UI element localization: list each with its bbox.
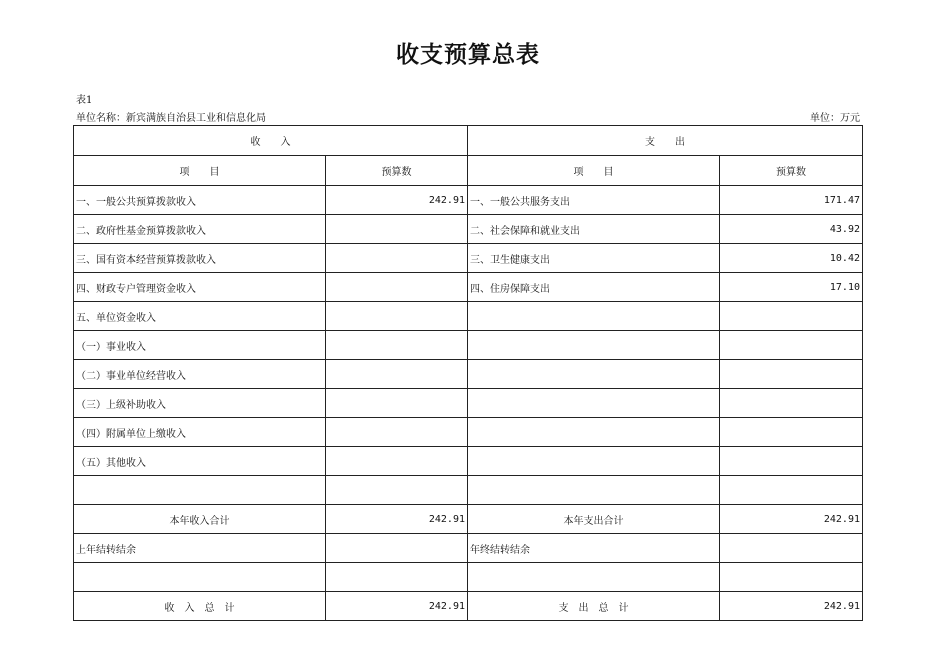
expense-item: [468, 447, 720, 476]
expense-item: [468, 302, 720, 331]
income-amount: [326, 215, 468, 244]
income-item: 二、政府性基金预算拨款收入: [74, 215, 326, 244]
table-row: [74, 389, 863, 418]
income-total-label: 收 入 总 计: [74, 592, 326, 621]
expense-amount: [720, 389, 863, 418]
income-total-amount: 242.91: [326, 592, 468, 621]
expense-amount: [720, 418, 863, 447]
income-amount: [326, 360, 468, 389]
expense-section-header: 支 出: [468, 126, 863, 156]
table-row: [74, 273, 863, 302]
income-item-header: 项 目: [74, 156, 326, 186]
expense-amount: 10.42: [720, 244, 863, 273]
table-row: [74, 476, 863, 505]
expense-amount: 17.10: [720, 273, 863, 302]
table-row: [74, 186, 863, 215]
subtotal-row: [74, 505, 863, 534]
expense-total-amount: 242.91: [720, 592, 863, 621]
table-row: [74, 215, 863, 244]
expense-amount: 171.47: [720, 186, 863, 215]
income-amount: [326, 447, 468, 476]
table-row: [74, 331, 863, 360]
expense-item: [468, 331, 720, 360]
carryover-row: [74, 534, 863, 563]
expense-subtotal-amount: 242.91: [720, 505, 863, 534]
section-header-row: [74, 126, 863, 156]
income-amount: [326, 273, 468, 302]
income-amount-header: 预算数: [326, 156, 468, 186]
expense-item: 四、住房保障支出: [468, 273, 720, 302]
expense-amount: [720, 476, 863, 505]
income-carryover-amount: [326, 534, 468, 563]
blank-cell: [74, 563, 326, 592]
unit-name: 单位名称：新宾满族自治县工业和信息化局: [76, 113, 266, 124]
income-item: （四）附属单位上缴收入: [74, 418, 326, 447]
income-item: （三）上级补助收入: [74, 389, 326, 418]
expense-amount: [720, 447, 863, 476]
income-item: 一、一般公共预算拨款收入: [74, 186, 326, 215]
income-item: [74, 476, 326, 505]
expense-item: 二、社会保障和就业支出: [468, 215, 720, 244]
table-number: 表1: [76, 95, 93, 106]
expense-item: 三、卫生健康支出: [468, 244, 720, 273]
expense-subtotal-label: 本年支出合计: [468, 505, 720, 534]
expense-item-header: 项 目: [468, 156, 720, 186]
income-amount: [326, 476, 468, 505]
income-item: 三、国有资本经营预算拨款收入: [74, 244, 326, 273]
income-item: （五）其他收入: [74, 447, 326, 476]
column-header-row: [74, 156, 863, 186]
expense-carryover-amount: [720, 534, 863, 563]
income-item: 五、单位资金收入: [74, 302, 326, 331]
currency-unit: 单位：万元: [810, 113, 860, 124]
blank-cell: [468, 563, 720, 592]
expense-amount-header: 预算数: [720, 156, 863, 186]
income-item: （一）事业收入: [74, 331, 326, 360]
blank-cell: [326, 563, 468, 592]
income-amount: [326, 331, 468, 360]
income-subtotal-amount: 242.91: [326, 505, 468, 534]
income-subtotal-label: 本年收入合计: [74, 505, 326, 534]
table-row: [74, 360, 863, 389]
total-row: [74, 592, 863, 621]
page-title: 收支预算总表: [396, 41, 540, 68]
expense-amount: [720, 331, 863, 360]
expense-total-label: 支 出 总 计: [468, 592, 720, 621]
income-carryover-label: 上年结转结余: [74, 534, 326, 563]
table-row: [74, 244, 863, 273]
expense-item: [468, 360, 720, 389]
table-row: [74, 302, 863, 331]
income-item: （二）事业单位经营收入: [74, 360, 326, 389]
income-amount: [326, 302, 468, 331]
expense-amount: 43.92: [720, 215, 863, 244]
expense-item: [468, 389, 720, 418]
table-row: [74, 418, 863, 447]
expense-carryover-label: 年终结转结余: [468, 534, 720, 563]
income-amount: [326, 389, 468, 418]
table-row: [74, 563, 863, 592]
income-amount: [326, 244, 468, 273]
income-section-header: 收 入: [74, 126, 468, 156]
income-item: 四、财政专户管理资金收入: [74, 273, 326, 302]
income-amount: [326, 418, 468, 447]
table-row: [74, 447, 863, 476]
expense-item: [468, 418, 720, 447]
expense-amount: [720, 302, 863, 331]
expense-item: 一、一般公共服务支出: [468, 186, 720, 215]
expense-amount: [720, 360, 863, 389]
income-amount: 242.91: [326, 186, 468, 215]
budget-summary-table: [73, 125, 863, 621]
expense-item: [468, 476, 720, 505]
blank-cell: [720, 563, 863, 592]
